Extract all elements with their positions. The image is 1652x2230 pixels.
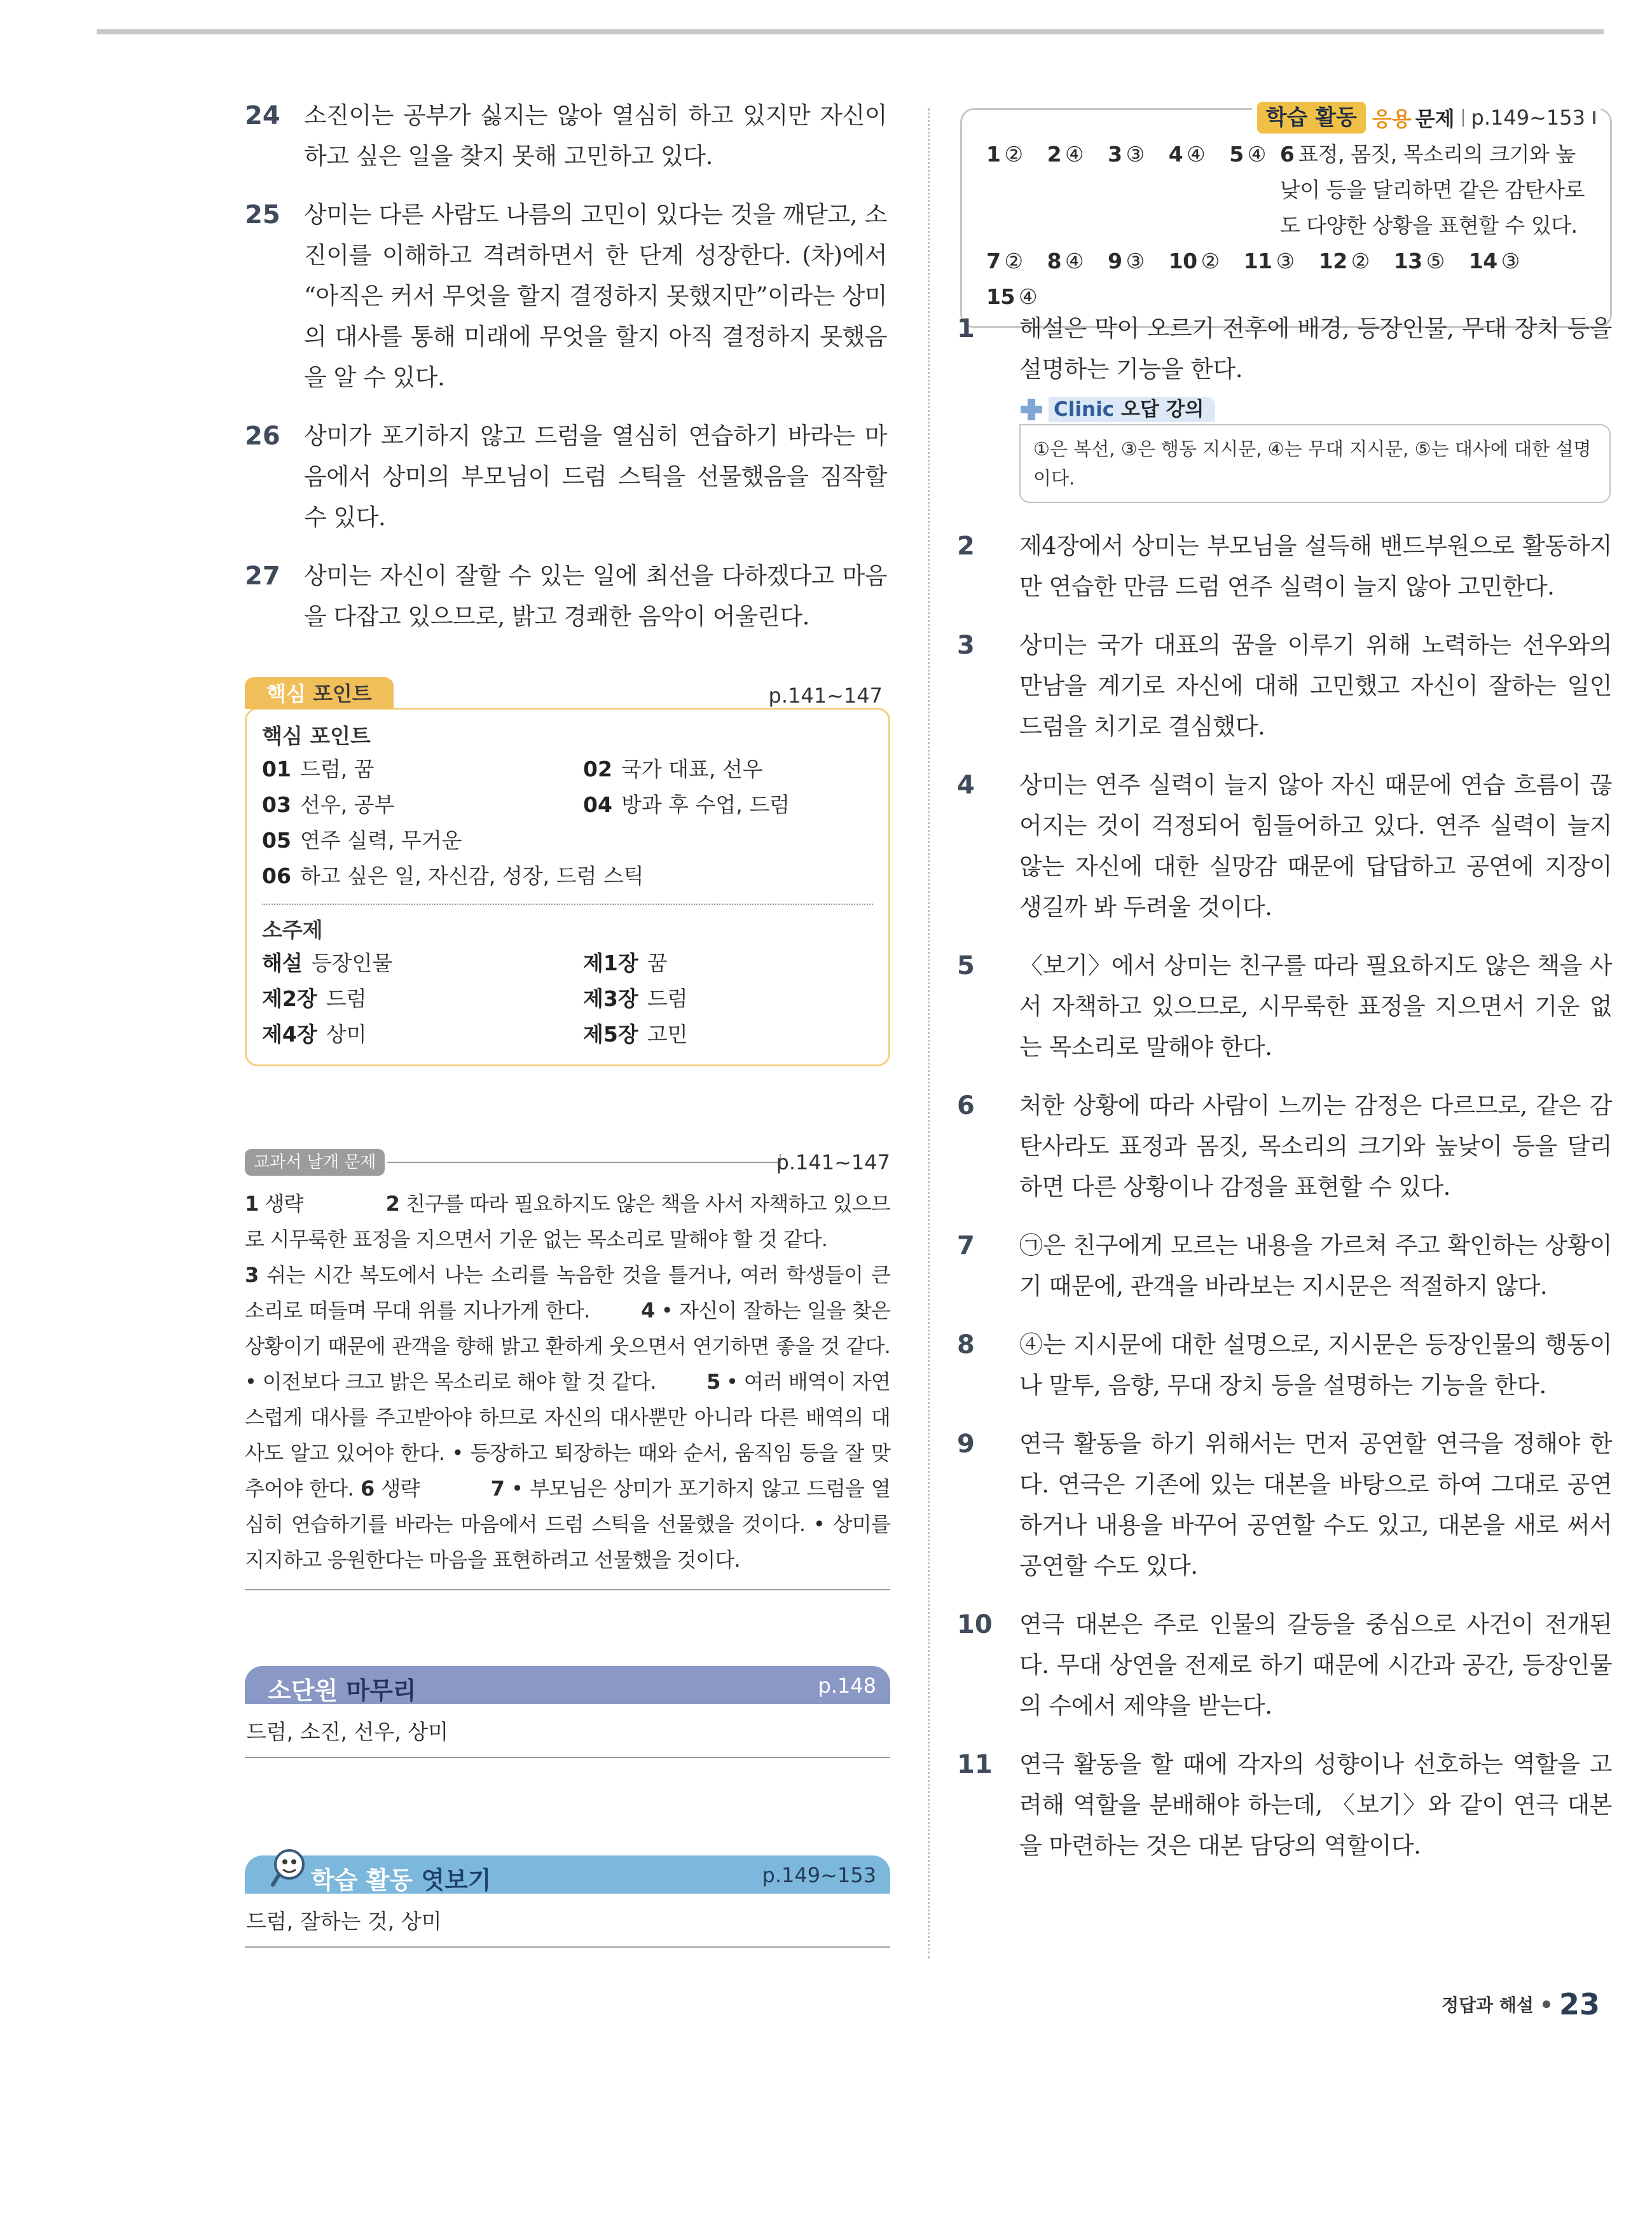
answer-key: 10 ② [1168, 249, 1220, 273]
learning-preview-title: 학습 활동 엿보기 [311, 1866, 492, 1894]
activity-badge-problem: 문제 [1415, 107, 1455, 131]
answer-key: 1 ② [986, 142, 1023, 167]
textbook-problems-section [245, 1148, 890, 1590]
answer-number: 25 [245, 200, 280, 230]
problem-number: 3 [245, 1263, 259, 1287]
problem-text: • 여러 배역이 자연스럽게 대사를 주고받아야 하므로 자신의 대사뿐만 아니라 다른 배역의 대사도 알고 있어야 한다. • 등장하고 퇴장하는 때와 순서, 움직임 등을 잘 맞추어야 한다. [245, 1370, 890, 1501]
answer-number: 3 [957, 631, 975, 660]
left-answer-list [245, 95, 887, 655]
problem-number: 2 [385, 1192, 400, 1216]
answer-text: 상미는 국가 대표의 꿈을 이루기 위해 노력하는 선우와의 만남을 계기로 자신에 대해 고민했고 자신이 잘하는 일인 드럼을 치기로 결심했다. [1019, 631, 1612, 740]
answer-text: 소진이는 공부가 싫지는 않아 열심히 하고 있지만 자신이 하고 싶은 일을 찾지 못해 고민하고 있다. [304, 102, 887, 170]
answer-key: 11 ③ [1243, 249, 1295, 273]
answer-text: 연극 활동을 하기 위해서는 먼저 공연할 연극을 정해야 한다. 연극은 기존에 있는 대본을 바탕으로 하여 그대로 공연하거나 내용을 바꾸어 공연할 수도 있고, 대본을 새로 써서 공연할 수도 있다. [1019, 1430, 1612, 1580]
small-unit-page: p.148 [818, 1674, 876, 1698]
answer-item [957, 308, 1612, 390]
plus-icon [1019, 397, 1043, 422]
answer-number: 24 [245, 101, 280, 130]
clinic-tab [1019, 396, 1215, 423]
answer-item [957, 1424, 1612, 1586]
answer-key: 3 ③ [1108, 142, 1145, 167]
key-point-heading: 핵심 포인트 [262, 724, 371, 748]
key-point-section [245, 677, 890, 1066]
answer-row [986, 137, 1595, 244]
answer-item [245, 95, 887, 177]
textbook-header-line [387, 1162, 779, 1163]
textbook-bottom-rule [245, 1589, 890, 1590]
answer-text: 상미가 포기하지 않고 드럼을 열심히 연습하기 바라는 마음에서 상미의 부모님이 드럼 스틱을 선물했음을 짐작할 수 있다. [304, 422, 887, 531]
answer-text: 제4장에서 상미는 부모님을 설득해 밴드부원으로 활동하지만 연습한 만큼 드럼 연주 실력이 늘지 않아 고민한다. [1019, 532, 1612, 600]
answer-number: 1 [957, 314, 975, 343]
sub-topic-item: 제4장 상미 [262, 1022, 367, 1047]
page-number: 23 [1559, 1987, 1600, 2021]
page-footer [1442, 1987, 1600, 2021]
answer-key: 2 ④ [1047, 142, 1084, 167]
activity-answers-header [1252, 102, 1600, 134]
right-answer-list [957, 308, 1612, 1884]
answer-number: 6 [957, 1091, 975, 1120]
problem-number: 5 [706, 1370, 720, 1394]
footer-label: 정답과 해설 [1441, 1995, 1534, 2016]
problem-text: 쉬는 시간 복도에서 나는 소리를 녹음한 것을 틀거나, 여러 학생들이 큰 소리로 떠들며 무대 위를 지나가게 한다. [245, 1263, 891, 1323]
answer-key: 5 ④ [1229, 142, 1266, 167]
activity-answers-section [960, 105, 1612, 328]
sub-topic-heading: 소주제 [262, 918, 323, 942]
answer-number: 2 [957, 532, 975, 561]
problem-number: 4 [641, 1298, 655, 1323]
answer-item [957, 625, 1612, 747]
answer-number: 7 [957, 1231, 975, 1260]
activity-answers-box [960, 108, 1612, 328]
sub-topic-item: 제2장 드럼 [262, 986, 367, 1011]
answer-text: 〈보기〉에서 상미는 친구를 따라 필요하지도 않은 책을 사서 자책하고 있으므로, 시무룩한 표정을 지으면서 기운 없는 목소리로 말해야 한다. [1019, 952, 1612, 1061]
sub-topic-item: 해설 등장인물 [262, 951, 393, 975]
answer-text: ④는 지시문에 대한 설명으로, 지시문은 등장인물의 행동이나 말투, 음향, 무대 장치 등을 설명하는 기능을 한다. [1019, 1331, 1612, 1399]
answer-item [957, 765, 1612, 928]
answer-item [957, 1744, 1612, 1866]
key-point-grid [262, 754, 873, 892]
answer-item [957, 1604, 1612, 1726]
problem-number: 6 [360, 1476, 375, 1501]
answer-text: 상미는 연주 실력이 늘지 않아 자신 때문에 연습 흐름이 끊어지는 것이 걱정되어 힘들어하고 있다. 연주 실력이 늘지 않는 자신에 대한 실망감 때문에 답답하고 공연에 지장이 생길까 봐 두려울 것이다. [1019, 771, 1612, 921]
answer-number: 9 [957, 1429, 975, 1459]
small-unit-text: 드럼, 소진, 선우, 상미 [245, 1704, 890, 1758]
small-unit-bar [245, 1666, 890, 1704]
learning-preview-section [245, 1855, 890, 1948]
sub-topic-grid [262, 947, 873, 1050]
textbook-body [245, 1186, 890, 1578]
sub-topic-item: 제3장 드럼 [583, 986, 688, 1011]
activity-page: p.149~153 [1471, 106, 1585, 130]
answer-key: 9 ③ [1108, 249, 1145, 273]
answer-key-long: 6 표정, 몸짓, 목소리의 크기와 높낮이 등을 달리하면 같은 감탄사로도 다양한 상황을 표현할 수 있다. [1279, 142, 1585, 238]
problem-text: 친구를 따라 필요하지도 않은 책을 사서 자책하고 있으므로 시무룩한 표정을 지으면서 기운 없는 목소리로 말해야 할 것 같다. [245, 1192, 891, 1251]
answer-number: 4 [957, 771, 975, 800]
footer-bullet [1543, 2000, 1550, 2008]
key-point-divider [262, 904, 873, 905]
answer-key: 7 ② [986, 249, 1023, 273]
answer-number: 8 [957, 1330, 975, 1359]
answer-text: 상미는 자신이 잘할 수 있는 일에 최선을 다하겠다고 마음을 다잡고 있으므로, 밝고 경쾌한 음악이 어울린다. [304, 562, 887, 630]
key-point-item: 01 드럼, 꿈 [262, 757, 375, 781]
key-point-item: 06 하고 싶은 일, 자신감, 성장, 드럼 스틱 [262, 864, 644, 888]
textbook-header [245, 1148, 890, 1177]
problem-text: • 자신이 잘하는 일을 찾은 상황이기 때문에 관객을 향해 밝고 환하게 웃으면서 연기하면 좋을 것 같다. • 이전보다 크고 밝은 목소리로 해야 할 것 같다. [245, 1298, 890, 1394]
answer-number: 26 [245, 422, 280, 451]
answer-text: 해설은 막이 오르기 전후에 배경, 등장인물, 무대 장치 등을 설명하는 기능을 한다. [1019, 315, 1612, 383]
problem-text: • 부모님은 상미가 포기하지 않고 드럼을 열심히 연습하기를 바라는 마음에서 드럼 스틱을 선물했을 것이다. • 상미를 지지하고 응원한다는 마음을 표현하려고 선물했을 것이다. [245, 1476, 891, 1572]
key-point-item: 04 방과 후 수업, 드럼 [583, 792, 790, 817]
learning-preview-page: p.149~153 [762, 1863, 876, 1887]
activity-badge: 학습 활동 [1257, 102, 1366, 134]
key-point-item: 05 연주 실력, 무거운 [262, 828, 462, 853]
small-unit-title: 소단원 마무리 [268, 1677, 416, 1705]
answer-row [986, 244, 1595, 279]
top-rule [97, 29, 1604, 34]
key-point-tab-label: 핵심 [266, 682, 306, 706]
key-point-box [245, 708, 890, 1066]
key-point-tab [245, 677, 394, 709]
answer-text: 상미는 다른 사람도 나름의 고민이 있다는 것을 깨닫고, 소진이를 이해하고 격려하면서 한 단계 성장한다. (차)에서 “아직은 커서 무엇을 할지 결정하지 못했지만”이라는 상미의 대사를 통해 미래에 무엇을 할지 아직 결정하지 못했음을 알 수 있다. [304, 201, 887, 391]
clinic-text: ①은 복선, ③은 행동 지시문, ④는 무대 지시문, ⑤는 대사에 대한 설명이다. [1019, 424, 1611, 503]
answer-item [957, 946, 1612, 1068]
answer-number: 11 [957, 1750, 993, 1779]
problem-text: 생략 [381, 1476, 420, 1501]
answer-item [245, 195, 887, 398]
answer-item [957, 1225, 1612, 1307]
clinic-label: Clinic 오답 강의 [1049, 397, 1215, 422]
answer-text: 연극 활동을 할 때에 각자의 성향이나 선호하는 역할을 고려해 역할을 분배해야 하는데, 〈보기〉와 같이 연극 대본을 마련하는 것은 대본 담당의 역할이다. [1019, 1751, 1612, 1859]
answer-item [957, 1325, 1612, 1406]
sub-topic-item: 제5장 고민 [583, 1022, 688, 1047]
problem-number: 7 [490, 1476, 505, 1501]
key-point-page: p.141~147 [768, 684, 883, 708]
answer-number: 27 [245, 561, 280, 591]
sub-topic-item: 제1장 꿈 [583, 951, 668, 975]
answer-item [957, 1085, 1612, 1208]
learning-preview-text: 드럼, 잘하는 것, 상미 [245, 1894, 890, 1948]
answer-item [957, 526, 1612, 607]
column-divider [928, 108, 930, 1958]
clinic-note [1019, 396, 1611, 503]
answer-text: 처한 상황에 따라 사람이 느끼는 감정은 다르므로, 같은 감탄사라도 표정과 몸짓, 목소리의 크기와 높낮이 등을 달리하면 다른 상황이나 감정을 표현할 수 있다. [1019, 1092, 1612, 1201]
answer-key: 15 ④ [986, 284, 1038, 309]
answer-number: 5 [957, 951, 975, 981]
key-point-item: 02 국가 대표, 선우 [583, 757, 763, 781]
activity-badge-apply: 응용 [1372, 107, 1412, 131]
learning-preview-bar [245, 1855, 890, 1894]
key-point-item-empty [583, 825, 876, 857]
small-unit-section [245, 1666, 890, 1758]
header-endmark [1593, 111, 1595, 124]
textbook-tag: 교과서 날개 문제 [245, 1149, 385, 1176]
header-separator [1463, 109, 1464, 127]
answer-item [245, 416, 887, 538]
answer-item [245, 556, 887, 637]
answer-text: 연극 대본은 주로 인물의 갈등을 중심으로 사건이 전개된다. 무대 상연을 전제로 하기 때문에 시간과 공간, 등장인물의 수에서 제약을 받는다. [1019, 1611, 1612, 1719]
magnifier-character-icon [270, 1847, 308, 1887]
answer-key: 13 ⑤ [1393, 249, 1445, 273]
problem-text: 생략 [265, 1192, 303, 1216]
answer-text: ㉠은 친구에게 모르는 내용을 가르쳐 주고 확인하는 상황이기 때문에, 관객을 바라보는 지시문은 적절하지 않다. [1019, 1232, 1612, 1300]
answer-number: 10 [957, 1610, 993, 1639]
answer-key: 4 ④ [1168, 142, 1206, 167]
answer-key: 14 ③ [1468, 249, 1520, 273]
problem-number: 1 [245, 1192, 259, 1216]
answer-key: 12 ② [1318, 249, 1370, 273]
key-point-tab-label-2: 포인트 [312, 682, 372, 706]
answer-key: 8 ④ [1047, 249, 1084, 273]
textbook-page: p.141~147 [776, 1150, 890, 1174]
key-point-item: 03 선우, 공부 [262, 792, 395, 817]
